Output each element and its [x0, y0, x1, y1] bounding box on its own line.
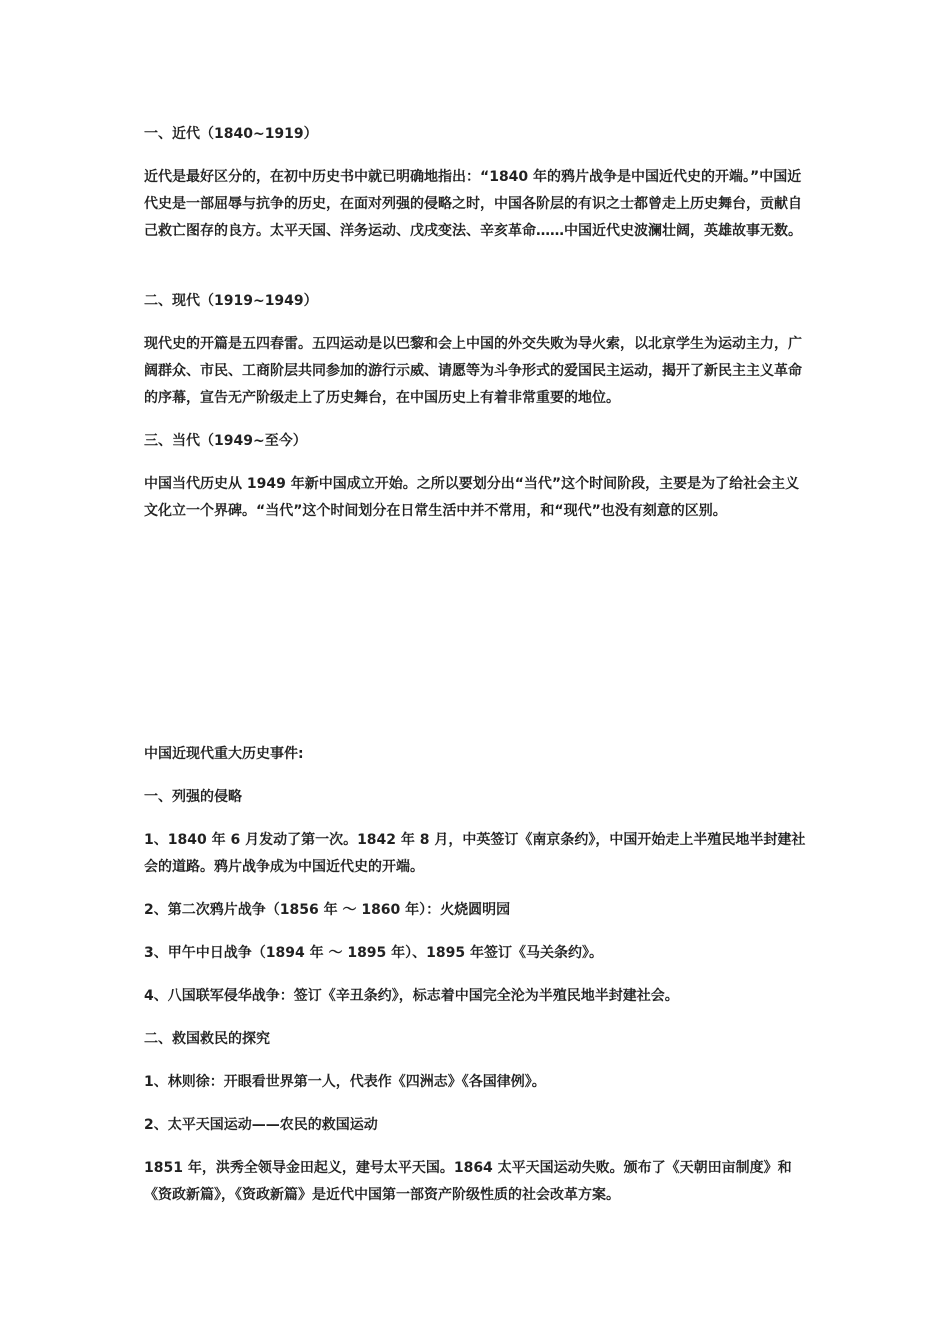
events-title: 中国近现代重大历史事件:	[144, 746, 304, 762]
events-part2-item3: 1851 年，洪秀全领导金田起义，建号太平天国。1864 太平天国运动失败。颁布了《天朝田亩制度》和《资政新篇》，《资政新篇》是近代中国第一部资产阶级性质的社会改革方案。	[144, 1160, 792, 1203]
section-heading-present-era: 三、当代（1949~至今）	[144, 433, 307, 449]
events-part1-item2: 2、第二次鸦片战争（1856 年 ～ 1860 年）：火烧圆明园	[144, 902, 511, 918]
section-heading-contemporary-era: 二、现代（1919~1949）	[144, 293, 318, 309]
events-part1-heading: 一、列强的侵略	[144, 789, 242, 805]
events-part1-item3: 3、甲午中日战争（1894 年 ～ 1895 年）、1895 年签订《马关条约》。	[144, 945, 604, 961]
section-heading-modern-era: 一、近代（1840~1919）	[144, 126, 318, 142]
events-part1-item4: 4、八国联军侵华战争：签订《辛丑条约》，标志着中国完全沦为半殖民地半封建社会。	[144, 988, 679, 1004]
section-body-present-era: 中国当代历史从 1949 年新中国成立开始。之所以要划分出“当代”这个时间阶段，主要是为了给社会主义文化立一个界碑。“当代”这个时间划分在日常生活中并不常用，和“现代”也没有刻意的区别。	[144, 476, 800, 519]
events-part2-item1: 1、林则徐：开眼看世界第一人，代表作《四洲志》《各国律例》。	[144, 1074, 546, 1090]
events-part2-heading: 二、救国救民的探究	[144, 1031, 270, 1047]
section-body-contemporary-era: 现代史的开篇是五四春雷。五四运动是以巴黎和会上中国的外交失败为导火索，以北京学生为运动主力，广阔群众、市民、工商阶层共同参加的游行示威、请愿等为斗争形式的爱国民主运动，揭开了新民主主义革命的序幕，宣告无产阶级走上了历史舞台，在中国历史上有着非常重要的地位。	[144, 336, 802, 406]
events-part2-item2: 2、太平天国运动——农民的救国运动	[144, 1117, 378, 1133]
events-part1-item1: 1、1840 年 6 月发动了第一次。1842 年 8 月，中英签订《南京条约》，中国开始走上半殖民地半封建社会的道路。鸦片战争成为中国近代史的开端。	[144, 832, 806, 875]
section-body-modern-era: 近代是最好区分的，在初中历史书中就已明确地指出：“1840 年的鸦片战争是中国近代史的开端。”中国近代史是一部屈辱与抗争的历史，在面对列强的侵略之时，中国各阶层的有识之士都曾走上历史舞台，贡献自己救亡图存的良方。太平天国、洋务运动、戊戌变法、辛亥革命……中国近代史波澜壮阔，英雄故事无数。	[144, 169, 802, 239]
